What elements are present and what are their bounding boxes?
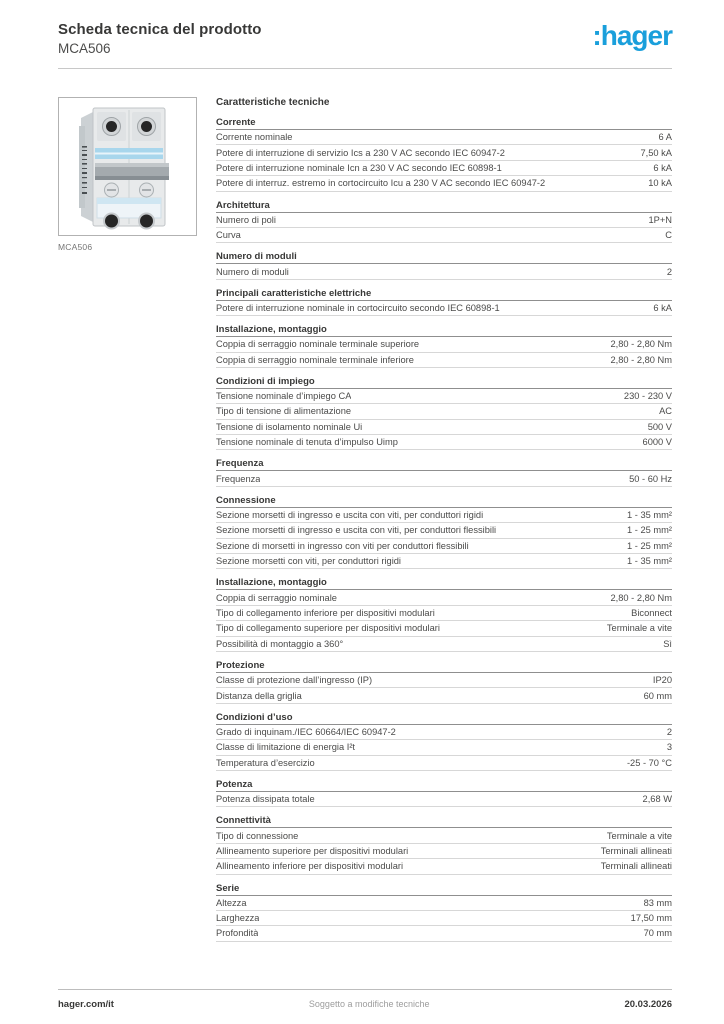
product-reference: MCA506 <box>58 41 111 56</box>
spec-value: 1P+N <box>648 214 672 225</box>
spec-row <box>216 420 672 435</box>
section-heading: Condizioni d’uso <box>216 712 672 725</box>
section-rows <box>216 337 672 368</box>
spec-row <box>216 926 672 941</box>
page-title: Scheda tecnica del prodotto <box>58 21 262 38</box>
spec-row <box>216 389 672 404</box>
spec-row <box>216 859 672 874</box>
section-rows <box>216 471 672 486</box>
section-heading: Frequenza <box>216 458 672 471</box>
spec-value: Terminali allineati <box>600 861 672 872</box>
spec-label: Profondità <box>216 928 259 939</box>
spec-label: Tipo di collegamento inferiore per dispositivi modulari <box>216 608 435 618</box>
spec-row <box>216 673 672 688</box>
spec-section <box>216 815 672 874</box>
spec-label: Coppia di serraggio nominale terminale inferiore <box>216 354 414 365</box>
content-area <box>0 69 724 942</box>
spec-value: 2 <box>666 266 672 277</box>
spec-value: 230 - 230 V <box>623 391 672 402</box>
spec-label: Grado di inquinam./IEC 60664/IEC 60947-2 <box>216 726 396 737</box>
spec-row <box>216 508 672 523</box>
spec-value: 2,68 W <box>642 794 672 805</box>
spec-label: Larghezza <box>216 913 260 924</box>
section-heading: Condizioni di impiego <box>216 376 672 389</box>
spec-value: 2,80 - 2,80 Nm <box>610 339 672 350</box>
spec-label: Coppia di serraggio nominale terminale superiore <box>216 339 420 350</box>
spec-value: 6 kA <box>653 302 672 313</box>
spec-label: Tipo di collegamento superiore per dispositivi modulari <box>216 623 440 634</box>
spec-row <box>216 590 672 605</box>
footer-disclaimer: Soggetto a modifiche tecniche <box>308 999 430 1009</box>
spec-label: Classe di protezione dall’ingresso (IP) <box>216 675 373 686</box>
spec-value: 1 - 25 mm² <box>627 540 672 551</box>
spec-row <box>216 606 672 621</box>
spec-row <box>216 176 672 191</box>
spec-value: C <box>665 230 672 241</box>
spec-label: Numero di poli <box>216 214 276 225</box>
spec-row <box>216 471 672 486</box>
spec-label: Sezione morsetti di ingresso e uscita con viti, per conduttori rigidi <box>216 510 484 521</box>
section-heading: Numero di moduli <box>216 251 672 264</box>
section-rows <box>216 828 672 874</box>
spec-row <box>216 844 672 859</box>
spec-value: AC <box>659 406 672 417</box>
footer-divider <box>58 989 672 990</box>
spec-value: 1 - 35 mm² <box>627 510 672 521</box>
spec-value: 1 - 35 mm² <box>627 556 672 567</box>
spec-label: Altezza <box>216 897 247 908</box>
spec-section <box>216 883 672 942</box>
spec-label: Tensione nominale di tenuta d’impulso Uimp <box>216 437 398 448</box>
spec-label: Numero di moduli <box>216 266 289 277</box>
spec-value: 2,80 - 2,80 Nm <box>610 592 672 603</box>
section-rows <box>216 896 672 942</box>
spec-value: IP20 <box>652 675 672 686</box>
section-rows <box>216 508 672 570</box>
section-rows <box>216 792 672 807</box>
spec-value: Terminale a vite <box>606 830 672 841</box>
spec-row <box>216 301 672 316</box>
spec-value: -25 - 70 °C <box>626 757 672 768</box>
section-rows <box>216 264 672 279</box>
spec-label: Potere di interruzione nominale Icn a 230 V AC secondo IEC 60898-1 <box>216 162 502 173</box>
spec-value: 6 A <box>658 132 672 143</box>
section-heading: Principali caratteristiche elettriche <box>216 288 672 301</box>
spec-value: 70 mm <box>643 928 672 939</box>
spec-label: Potere di interruzione di servizio Ics a 230 V AC secondo IEC 60947-2 <box>216 147 505 158</box>
spec-row <box>216 228 672 243</box>
spec-label: Coppia di serraggio nominale <box>216 592 337 603</box>
spec-row <box>216 145 672 160</box>
section-heading: Potenza <box>216 779 672 792</box>
spec-section <box>216 577 672 652</box>
footer-row <box>58 999 672 1010</box>
spec-row <box>216 554 672 569</box>
spec-value: 10 kA <box>648 178 672 189</box>
spec-label: Possibilità di montaggio a 360° <box>216 638 344 649</box>
title-block <box>58 21 262 56</box>
product-image-caption: MCA506 <box>58 242 93 252</box>
spec-label: Potere di interruzione nominale in cortocircuito secondo IEC 60898-1 <box>216 302 500 313</box>
section-rows <box>216 130 672 192</box>
spec-label: Distanza della griglia <box>216 690 302 701</box>
spec-label: Tipo di tensione di alimentazione <box>216 406 352 417</box>
spec-row <box>216 688 672 703</box>
spec-value: 1 - 25 mm² <box>627 525 672 536</box>
spec-section <box>216 376 672 451</box>
spec-section <box>216 324 672 368</box>
spec-row <box>216 911 672 926</box>
section-heading: Connessione <box>216 495 672 508</box>
spec-label: Temperatura d’esercizio <box>216 757 315 768</box>
spec-label: Curva <box>216 230 241 241</box>
spec-value: 500 V <box>647 421 672 432</box>
page-footer <box>58 989 672 1010</box>
spec-row <box>216 828 672 843</box>
spec-label: Classe di limitazione di energia I²t <box>216 742 355 753</box>
spec-section <box>216 288 672 316</box>
footer-website-link[interactable]: hager.com/it <box>58 999 114 1010</box>
spec-row <box>216 621 672 636</box>
section-heading: Installazione, montaggio <box>216 577 672 590</box>
spec-row <box>216 337 672 352</box>
spec-row <box>216 404 672 419</box>
spec-value: 2,80 - 2,80 Nm <box>610 354 672 365</box>
section-heading: Corrente <box>216 117 672 130</box>
spec-value: 7,50 kA <box>640 147 672 158</box>
spec-label: Frequenza <box>216 473 261 484</box>
spec-label: Tensione nominale d’impiego CA <box>216 391 352 402</box>
spec-label: Potenza dissipata totale <box>216 794 315 805</box>
spec-row <box>216 523 672 538</box>
hager-logo: :hager <box>592 20 672 51</box>
spec-value: 2 <box>666 726 672 737</box>
spec-row <box>216 896 672 911</box>
spec-label: Tipo di connessione <box>216 830 299 841</box>
spec-label: Sezione morsetti con viti, per conduttori rigidi <box>216 556 401 567</box>
spec-row <box>216 435 672 450</box>
spec-row <box>216 637 672 652</box>
spec-section <box>216 712 672 771</box>
spec-row <box>216 756 672 771</box>
spec-section <box>216 200 672 244</box>
spec-sections <box>216 117 672 942</box>
spec-label: Sezione morsetti di ingresso e uscita con viti, per conduttori flessibili <box>216 525 497 536</box>
spec-row <box>216 539 672 554</box>
spec-value: 50 - 60 Hz <box>629 473 672 484</box>
spec-value: 6000 V <box>642 437 672 448</box>
spec-section <box>216 495 672 570</box>
spec-row <box>216 213 672 228</box>
section-rows <box>216 301 672 316</box>
section-heading: Installazione, montaggio <box>216 324 672 337</box>
spec-value: 17,50 mm <box>630 913 672 924</box>
spec-value: 6 kA <box>653 162 672 173</box>
page-header <box>0 0 724 56</box>
spec-value: Terminali allineati <box>600 845 672 856</box>
spec-label: Sezione di morsetti in ingresso con viti per conduttori flessibili <box>216 540 469 551</box>
product-image <box>58 97 197 236</box>
section-rows <box>216 725 672 771</box>
spec-value: Sì <box>663 638 672 649</box>
spec-label: Potere di interruz. estremo in cortocircuito Icu a 230 V AC secondo IEC 60947-2 <box>216 178 546 189</box>
spec-label: Allineamento inferiore per dispositivi modulari <box>216 861 404 872</box>
section-heading: Protezione <box>216 660 672 673</box>
spec-label: Corrente nominale <box>216 132 293 143</box>
section-heading: Architettura <box>216 200 672 213</box>
spec-value: Biconnect <box>631 608 672 618</box>
specs-heading: Caratteristiche tecniche <box>216 97 330 108</box>
section-rows <box>216 673 672 704</box>
spec-section <box>216 779 672 807</box>
footer-date: 20.03.2026 <box>624 999 672 1010</box>
spec-section <box>216 251 672 279</box>
circuit-breaker-illustration <box>59 98 196 235</box>
spec-label: Tensione di isolamento nominale Ui <box>216 421 363 432</box>
spec-row <box>216 725 672 740</box>
spec-section <box>216 117 672 192</box>
spec-value: 60 mm <box>643 690 672 701</box>
spec-section <box>216 660 672 704</box>
spec-row <box>216 130 672 145</box>
section-heading: Connettività <box>216 815 672 828</box>
spec-value: 3 <box>666 742 672 753</box>
spec-value: 83 mm <box>643 897 672 908</box>
product-image-column <box>58 97 197 252</box>
section-heading: Serie <box>216 883 672 896</box>
spec-row <box>216 792 672 807</box>
spec-value: Terminale a vite <box>606 623 672 634</box>
section-rows <box>216 590 672 652</box>
spec-row <box>216 264 672 279</box>
spec-row <box>216 740 672 755</box>
spec-row <box>216 161 672 176</box>
section-rows <box>216 389 672 451</box>
section-rows <box>216 213 672 244</box>
spec-label: Allineamento superiore per dispositivi modulari <box>216 845 409 856</box>
spec-table <box>216 97 672 942</box>
spec-row <box>216 353 672 368</box>
spec-section <box>216 458 672 486</box>
